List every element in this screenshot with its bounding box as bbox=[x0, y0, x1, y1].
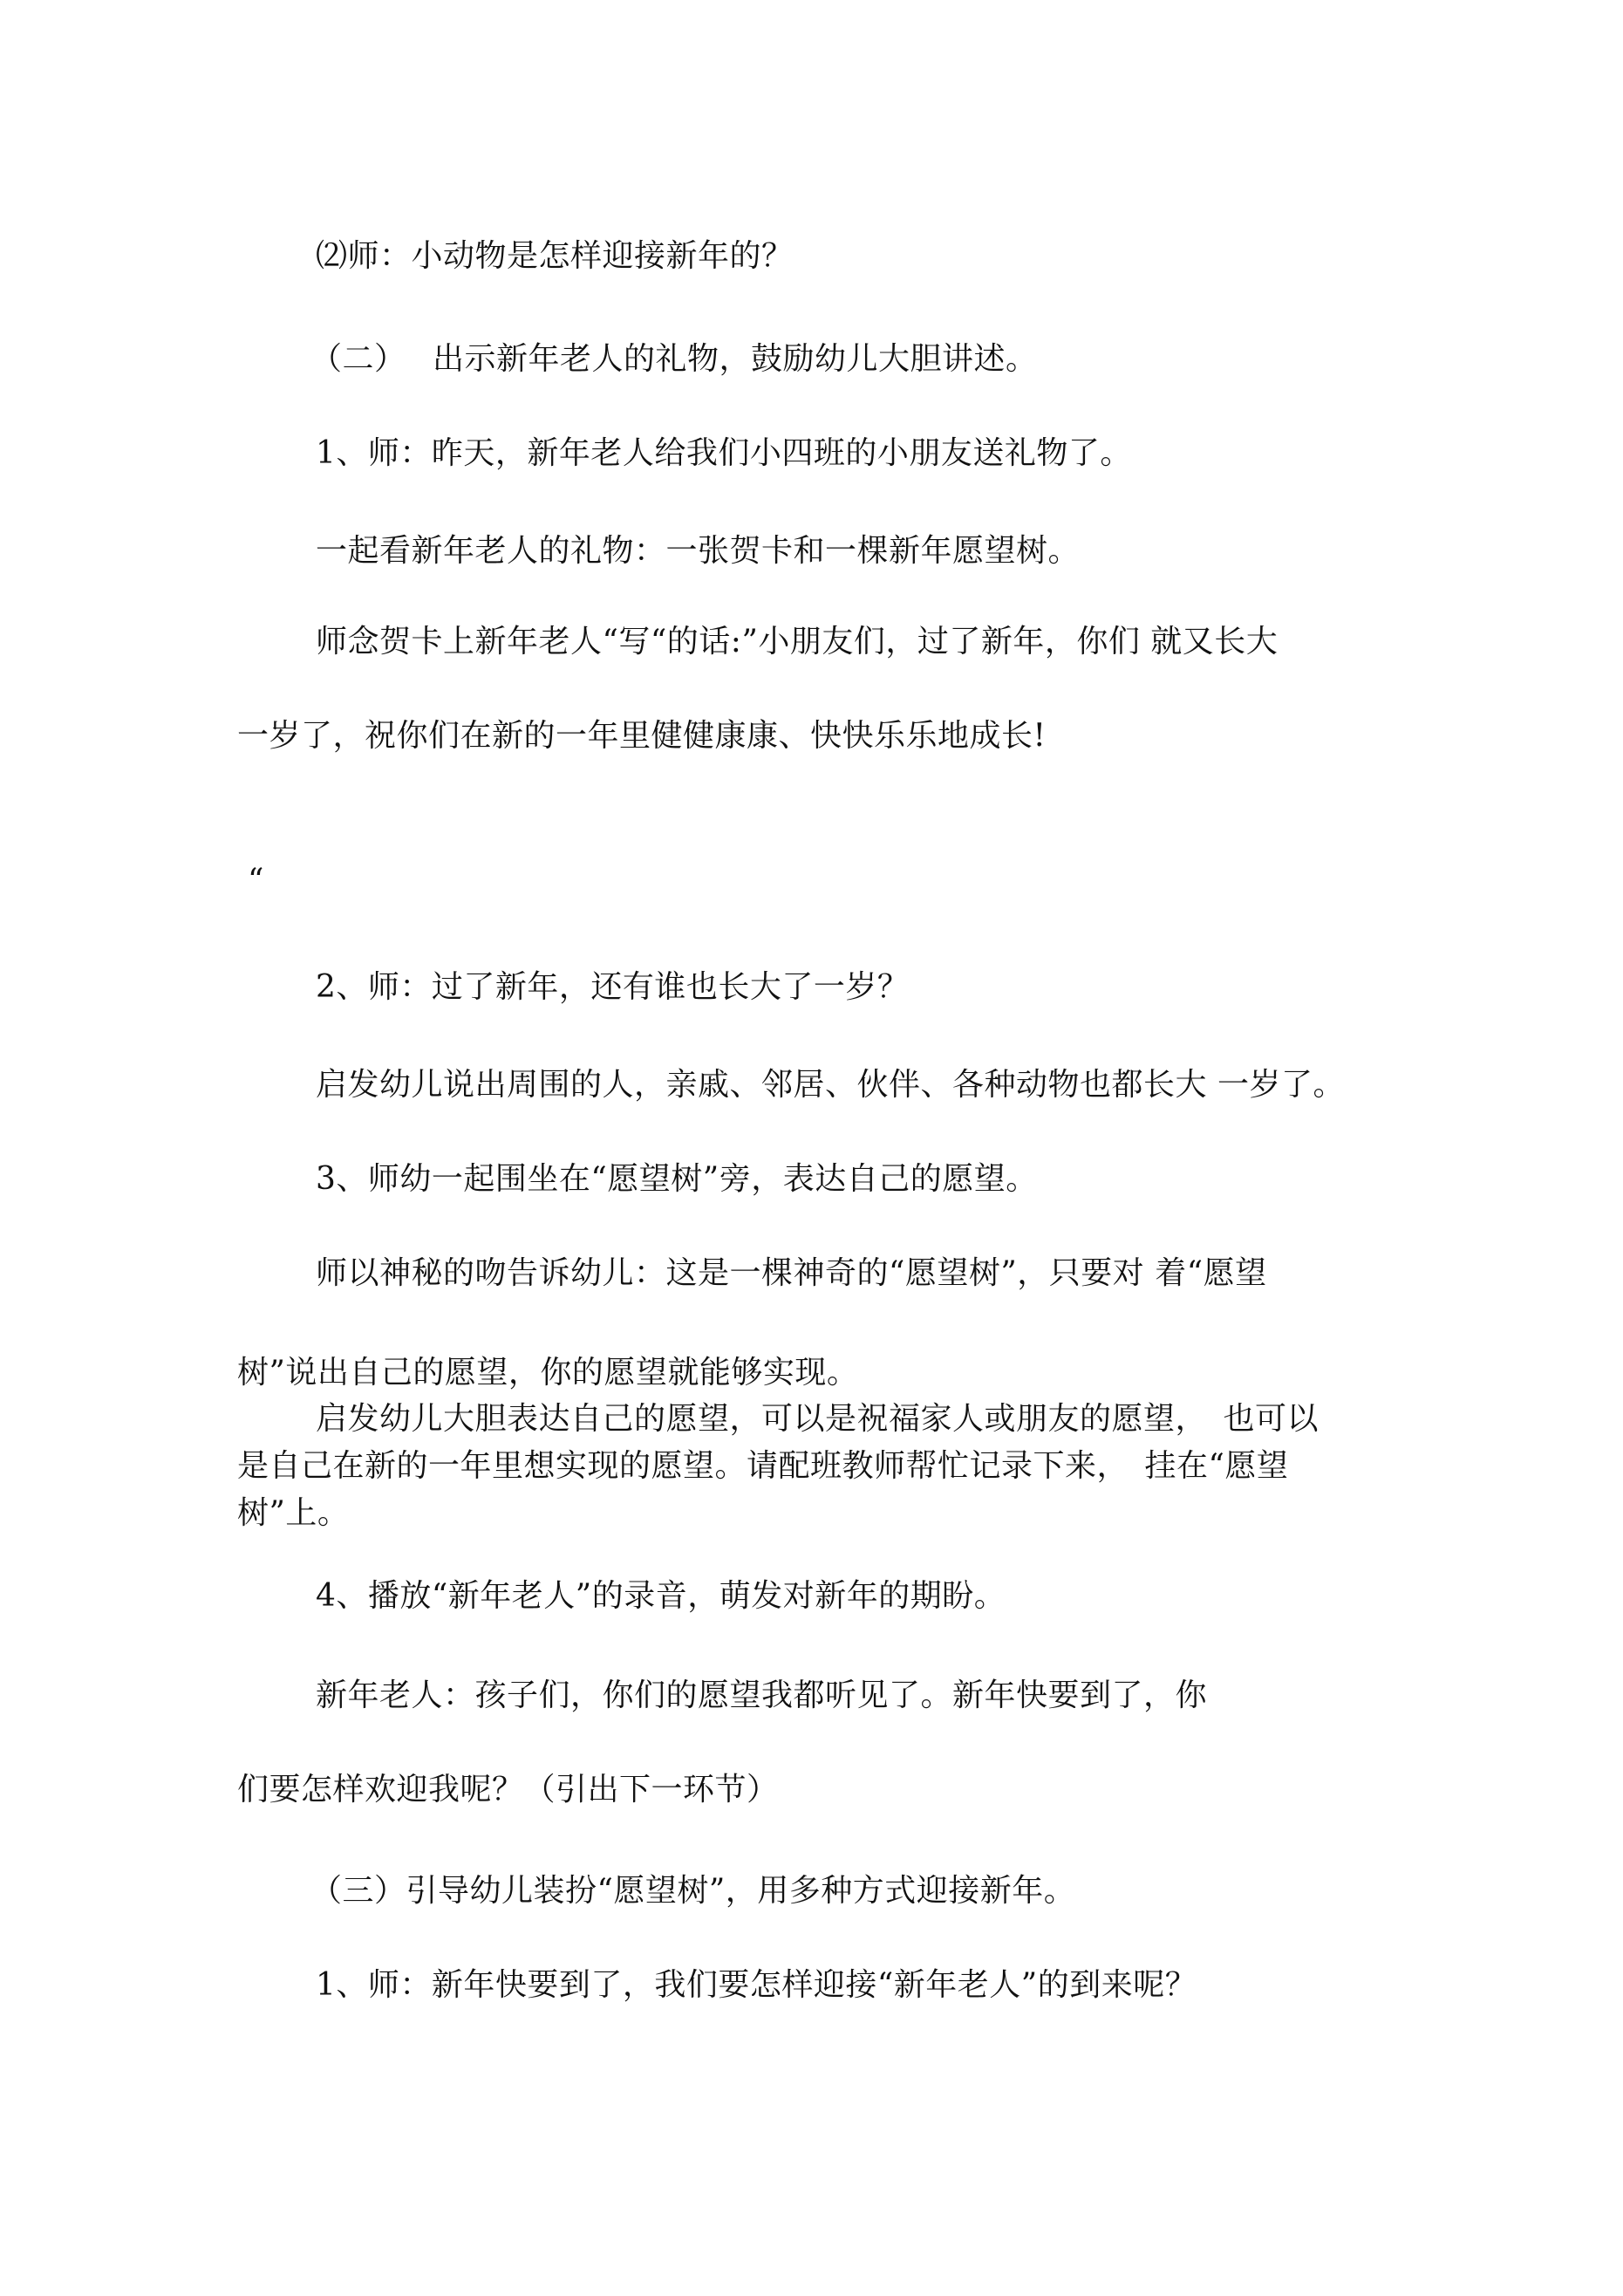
text-line-10: 3、师幼一起围坐在“愿望树”旁，表达自己的愿望。 bbox=[316, 1161, 1038, 1197]
text-line-6: 一岁了，祝你们在新的一年里健健康康、快快乐乐地成长! bbox=[237, 718, 1047, 754]
paragraph-line-1: 启发幼儿大胆表达自己的愿望，可以是祝福家人或朋友的愿望， 也可以 bbox=[316, 1401, 1320, 1437]
text-line-7: “ bbox=[248, 863, 264, 899]
text-line-13: 4、播放“新年老人”的录音，萌发对新年的期盼。 bbox=[316, 1578, 1006, 1614]
text-line-3: 1、师：昨天，新年老人给我们小四班的小朋友送礼物了。 bbox=[316, 435, 1132, 471]
text-line-8: 2、师：过了新年，还有谁也长大了一岁？ bbox=[316, 969, 910, 1005]
text-line-14: 新年老人：孩子们，你们的愿望我都听见了。新年快要到了，你 bbox=[316, 1678, 1208, 1713]
text-line-16: （三）引导幼儿装扮“愿望树”，用多种方式迎接新年。 bbox=[310, 1873, 1076, 1909]
text-line-12: 树”说出自己的愿望，你的愿望就能够实现。 bbox=[237, 1355, 859, 1391]
text-line-11: 师以神秘的吻告诉幼儿：这是一棵神奇的“愿望树”，只要对 着“愿望 bbox=[316, 1255, 1267, 1291]
text-line-9: 启发幼儿说出周围的人，亲戚、邻居、伙伴、各种动物也都长大 一岁了。 bbox=[316, 1067, 1345, 1103]
paragraph-line-2: 是自己在新的一年里想实现的愿望。请配班教师帮忙记录下来， 挂在“愿望 bbox=[237, 1448, 1289, 1484]
text-line-4: 一起看新年老人的礼物：一张贺卡和一棵新年愿望树。 bbox=[316, 533, 1081, 569]
text-line-17: 1、师：新年快要到了，我们要怎样迎接“新年老人”的到来呢？ bbox=[316, 1967, 1197, 2003]
text-line-15: 们要怎样欢迎我呢？（引出下一环节） bbox=[237, 1772, 779, 1807]
paragraph-line-3: 树”上。 bbox=[237, 1495, 350, 1531]
text-line-5: 师念贺卡上新年老人“写“的话:”小朋友们，过了新年，你们 就又长大 bbox=[316, 624, 1279, 659]
text-line-1: ⑵师：小动物是怎样迎接新年的？ bbox=[316, 238, 794, 274]
text-line-2: （二） 出示新年老人的礼物，鼓励幼儿大胆讲述。 bbox=[310, 341, 1038, 377]
paragraph-block bbox=[237, 1396, 1319, 1537]
